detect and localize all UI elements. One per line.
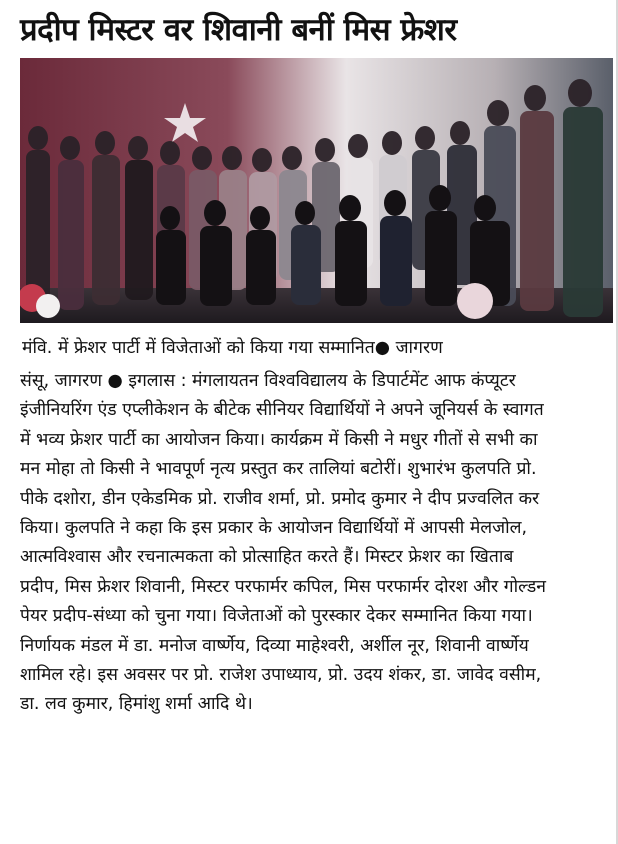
article-line: प्रदीप, मिस फ्रेशर शिवानी, मिस्टर परफार्मर कपिल, मिस परफार्मर दोरश और गोल्डन	[20, 576, 546, 597]
article-line: डा. लव कुमार, हिमांशु शर्मा आदि थे।	[20, 694, 253, 715]
article-line: संसू, जागरण ● इगलास : मंगलायतन विश्वविद्यालय के डिपार्टमेंट आफ कंप्यूटर	[20, 371, 516, 391]
balloon	[36, 294, 60, 318]
article-line: मन मोहा तो किसी ने भावपूर्ण नृत्य प्रस्तुत कर तालियां बटोरीं। शुभारंभ कुलपति प्रो.	[20, 459, 537, 480]
photo-caption: मंवि. में फ्रेशर पार्टी में विजेताओं को किया गया सम्मानित● जागरण	[22, 338, 443, 358]
group-photo-illustration	[20, 58, 613, 323]
article-line: पेयर प्रदीप-संध्या को चुना गया। विजेताओं को पुरस्कार देकर सम्मानित किया गया।	[20, 606, 533, 627]
group-photo	[20, 58, 613, 323]
article-line: इंजीनियरिंग एंड एप्लीकेशन के बीटेक सीनियर विद्यार्थियों ने अपने जूनियर्स के स्वागत	[20, 400, 544, 421]
article-line: शामिल रहे। इस अवसर पर प्रो. राजेश उपाध्याय, प्रो. उदय शंकर, डा. जावेद वसीम,	[20, 665, 542, 686]
article-line: किया। कुलपति ने कहा कि इस प्रकार के आयोजन विद्यार्थियों में आपसी मेलजोल,	[20, 518, 528, 539]
article-line: में भव्य फ्रेशर पार्टी का आयोजन किया। कार्यक्रम में किसी ने मधुर गीतों से सभी का	[20, 429, 538, 450]
headline: प्रदीप मिस्टर वर शिवानी बनीं मिस फ्रेशर	[20, 12, 457, 48]
article-body	[20, 367, 612, 720]
article-line: आत्मविश्वास और रचनात्मकता को प्रोत्साहित करते हैं। मिस्टर फ्रेशर का खिताब	[20, 547, 514, 568]
balloon	[457, 283, 493, 319]
article-line: निर्णायक मंडल में डा. मनोज वार्ष्णेय, दिव्या माहेश्वरी, अर्शील नूर, शिवानी वार्ष्णेय	[20, 635, 529, 656]
article-line: पीके दशोरा, डीन एकेडमिक प्रो. राजीव शर्मा, प्रो. प्रमोद कुमार ने दीप प्रज्वलित कर	[20, 488, 540, 509]
